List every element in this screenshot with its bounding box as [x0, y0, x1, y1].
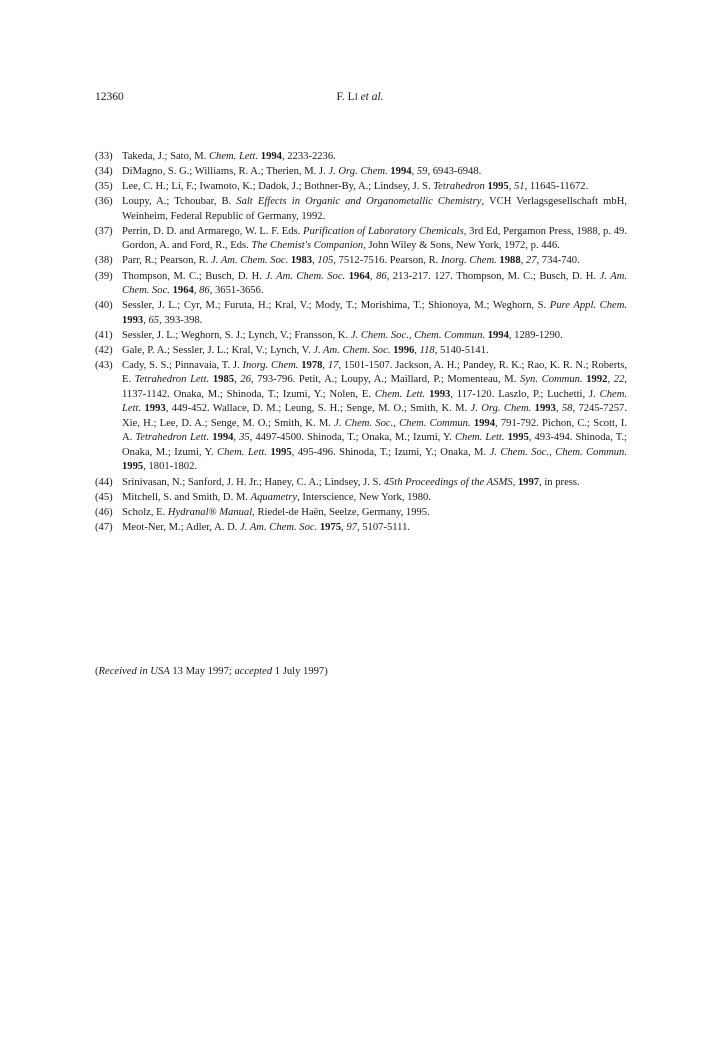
reference-text: 1985	[212, 374, 235, 386]
reference-text: , in press.	[539, 476, 580, 488]
reference-text: J. Org. Chem.	[470, 403, 532, 415]
reference-text: , 791-792. Pichon, C.; Scott, I. A.	[122, 417, 627, 444]
reference-text: , 1137-1142. Onaka, M.; Shinoda, T.; Izumi, Y.; Nolen, E.	[122, 374, 628, 400]
reference-item	[95, 329, 627, 344]
reference-list	[95, 150, 627, 536]
reference-text: Chem. Lett.	[217, 446, 267, 458]
reference-text: J. Am. Chem. Soc.	[240, 521, 318, 533]
reference-text: , 793-796. Petit, A.; Loupy, A.; Maillard, P.; Momenteau, M.	[250, 374, 521, 386]
reference-text: Aquametry	[250, 491, 298, 503]
reference-item	[95, 150, 627, 165]
reference-text: 58	[561, 403, 573, 415]
reference-text: , VCH Verlagsgesellschaft mbH, Weinheim, Federal Republic of Germany, 1992.	[122, 196, 627, 222]
reference-text: , Interscience, New York, 1980.	[297, 491, 431, 503]
reference-text: ,	[143, 314, 149, 326]
reference-text: 1994	[260, 151, 282, 162]
reference-text: , 495-496. Shinoda, T.; Izumi, Y.; Onaka, M.	[291, 446, 490, 458]
reference-text: 1997	[517, 476, 540, 488]
received-note	[95, 665, 328, 679]
reference-text: , 11645-11672.	[524, 181, 589, 193]
reference-text: , 6943-6948.	[427, 166, 482, 178]
reference-text: Syn. Commun.	[520, 374, 583, 386]
reference-text: Scholz, E.	[122, 506, 168, 518]
reference-text: 1983	[290, 255, 313, 267]
reference-text: Tetrahedron Lett.	[135, 432, 210, 444]
accepted-date: 1 July 1997)	[272, 666, 328, 677]
reference-text: , 449-452. Wallace, D. M.; Leung, S. H.; Senge, M. O.; Smith, K. M.	[165, 403, 471, 415]
reference-text: , 1501-1507. Jackson, A. H.; Pandey, R. K.; Rao, K. R. N.; Roberts, E.	[122, 359, 628, 386]
reference-text: J. Chem. Soc., Chem. Commun.	[334, 417, 471, 429]
reference-text: ,	[369, 270, 377, 282]
reference-text: 1994	[487, 329, 509, 341]
reference-text: Mitchell, S. and Smith, D. M.	[122, 491, 251, 503]
received-open: (	[95, 666, 99, 677]
reference-text: Hydranal® Manual	[167, 506, 253, 518]
running-head-author: F. L	[336, 91, 355, 103]
reference-item	[95, 270, 627, 299]
reference-text: 1978	[301, 359, 323, 371]
reference-text: J. Am. Chem. Soc.	[265, 270, 346, 282]
reference-text: Tetrahedron	[433, 181, 485, 193]
reference-text: ,	[414, 344, 420, 356]
reference-text: , 117-120. Laszlo, P.; Luchetti, J.	[450, 388, 600, 400]
reference-text: , 7245-7257. Xie, H.; Lee, D. A.; Senge, M. O.; Smith, K. M.	[122, 403, 627, 429]
reference-text: 1988	[499, 255, 521, 267]
reference-text: 105	[317, 255, 334, 267]
reference-text: 97	[346, 521, 357, 533]
reference-text: 1995	[487, 181, 509, 193]
reference-text: 1995	[270, 446, 292, 458]
reference-text: Chem. Lett.	[454, 432, 505, 444]
page-header	[0, 91, 720, 109]
reference-text: ,	[233, 432, 240, 444]
reference-text: ,	[508, 181, 514, 193]
reference-text: , 4497-4500. Shinoda, T.; Onaka, M.; Izumi, Y.	[249, 432, 455, 444]
reference-text: 86	[376, 270, 387, 282]
reference-text: 1964	[172, 285, 194, 297]
reference-item	[95, 359, 627, 475]
reference-item	[95, 225, 627, 254]
reference-text: Cady, S. S.; Pinnavaia, T. J.	[122, 359, 243, 371]
reference-text: Tetrahedron Lett.	[134, 374, 210, 386]
reference-text: 17	[327, 359, 339, 371]
reference-text: 22	[613, 374, 625, 386]
reference-text: Lee, C. H.; Li, F.; Iwamoto, K.; Dadok, J.; Bothner-By, A.; Lindsey, J. S.	[122, 181, 434, 193]
received-date: 13 May 1997;	[169, 666, 235, 677]
reference-text: DiMagno, S. G.; Williams, R. A.; Therien, M. J.	[122, 166, 329, 178]
reference-text: 1993	[122, 314, 144, 326]
reference-text: Purification of Laboratory Chemicals,	[303, 225, 467, 237]
reference-text: Srinivasan, N.; Sanford, J. H. Jr.; Haney, C. A.; Lindsey, J. S.	[122, 476, 384, 488]
reference-text: Parr, R.; Pearson, R.	[122, 255, 212, 267]
reference-text: 118	[419, 344, 435, 356]
reference-text: Chem. Lett.	[122, 388, 627, 415]
reference-text: 1994	[473, 417, 495, 429]
reference-text: 45th Proceedings of the ASMS	[383, 476, 513, 488]
running-head-author-small: I	[354, 92, 358, 102]
reference-number: (40)	[95, 300, 113, 312]
reference-number: (46)	[95, 506, 113, 518]
reference-item	[95, 254, 627, 269]
reference-text: Loupy, A.; Tchoubar, B.	[122, 196, 237, 208]
reference-text: ,	[411, 166, 417, 178]
reference-text: J. Am. Chem. Soc.	[211, 255, 289, 267]
reference-text: ,	[607, 374, 614, 386]
reference-text: J. Org. Chem.	[328, 166, 388, 178]
reference-text: 86	[199, 285, 210, 297]
reference-text: 1995	[122, 461, 144, 473]
reference-text: ,	[322, 359, 328, 371]
reference-text: Chem. Lett.	[374, 388, 426, 400]
reference-text: 1993	[144, 403, 166, 415]
reference-text: ,	[193, 285, 200, 297]
reference-item	[95, 165, 627, 180]
accepted-label: accepted	[234, 666, 273, 677]
reference-text: Sessler, J. L.; Cyr, M.; Furuta, H.; Kral, V.; Mody, T.; Morishima, T.; Shionoya, M.; Weghorn, S.	[122, 300, 550, 312]
reference-text: 1992	[586, 374, 608, 386]
reference-text: J. Am. Chem. Soc.	[122, 270, 628, 297]
reference-text: J. Chem. Soc., Chem. Commun.	[350, 329, 486, 341]
reference-number: (41)	[95, 329, 113, 341]
reference-text: , Riedel-de Haën, Seelze, Germany, 1995.	[252, 506, 430, 518]
reference-number: (42)	[95, 344, 113, 356]
reference-number: (38)	[95, 255, 113, 267]
reference-text: 27	[525, 255, 537, 267]
reference-text: 1975	[319, 521, 342, 533]
reference-text: The Chemist's Companion,	[251, 240, 366, 252]
reference-item	[95, 506, 627, 521]
reference-text: , 1289-1290.	[508, 329, 563, 341]
reference-text: 1964	[348, 270, 370, 282]
reference-text: Chem. Lett.	[208, 151, 259, 162]
reference-text: , 1801-1802.	[143, 461, 198, 473]
reference-text: ,	[520, 255, 526, 267]
reference-number: (45)	[95, 491, 113, 503]
reference-number: (39)	[95, 270, 113, 282]
reference-text: , 5140-5141.	[434, 344, 489, 356]
reference-number: (47)	[95, 521, 113, 533]
reference-number: (36)	[95, 196, 113, 208]
reference-text: 35	[239, 432, 250, 444]
reference-text: Sessler, J. L.; Weghorn, S. J.; Lynch, V.; Fransson, K.	[122, 329, 351, 341]
reference-text: Salt Effects in Organic and Organometallic Chemistry	[236, 196, 482, 208]
reference-text: 1996	[393, 344, 415, 356]
reference-number: (44)	[95, 476, 113, 488]
reference-text: , 2233-2236.	[281, 151, 336, 162]
reference-text: 51	[514, 181, 525, 193]
reference-text: 59	[416, 166, 428, 178]
reference-text: , 3651-3656.	[209, 285, 264, 297]
reference-text: , 493-494. Shinoda, T.; Onaka, M.; Izumi, Y.	[122, 432, 627, 458]
reference-item	[95, 521, 627, 536]
reference-text: Thompson, M. C.; Busch, D. H.	[122, 270, 266, 282]
reference-text: 1994	[212, 432, 234, 444]
reference-text: J. Chem. Soc., Chem. Commun.	[489, 446, 627, 458]
reference-text: Meot-Ner, M.; Adler, A. D.	[122, 521, 241, 533]
reference-text: Takeda, J.; Sato, M.	[122, 151, 209, 162]
reference-text: Gale, P. A.; Sessler, J. L.; Kral, V.; Lynch, V.	[122, 344, 314, 356]
reference-text: Inorg. Chem.	[242, 359, 299, 371]
reference-text: , 213-217. 127. Thompson, M. C.; Busch, D. H.	[386, 270, 600, 282]
reference-item	[95, 299, 627, 328]
reference-text: Inorg. Chem.	[440, 255, 497, 267]
reference-number: (34)	[95, 166, 113, 178]
reference-text: ,	[234, 374, 241, 386]
reference-text: 1994	[390, 166, 412, 178]
reference-item	[95, 180, 627, 195]
reference-text: ,	[341, 521, 347, 533]
reference-item	[95, 476, 627, 491]
reference-text: ,	[512, 476, 518, 488]
reference-text: 26	[240, 374, 251, 386]
reference-number: (33)	[95, 151, 113, 162]
reference-text: John Wiley & Sons, New York, 1972, p. 446.	[365, 240, 560, 252]
reference-text: ,	[555, 403, 562, 415]
received-label: Received in USA	[98, 666, 170, 677]
reference-text: , 5107-5111.	[356, 521, 411, 533]
reference-text: ,	[312, 255, 318, 267]
reference-text: 65	[148, 314, 160, 326]
reference-text: 1993	[534, 403, 556, 415]
reference-text: 1993	[429, 388, 451, 400]
reference-number: (37)	[95, 225, 113, 237]
reference-text: 3rd Ed, Pergamon Press, 1988, p. 49. Gordon, A. and Ford, R., Eds.	[122, 225, 627, 252]
reference-text: Perrin, D. D. and Armarego, W. L. F. Eds.	[122, 225, 304, 237]
reference-text: 1995	[507, 432, 529, 444]
reference-text: , 393-398.	[159, 314, 203, 326]
reference-item	[95, 491, 627, 506]
reference-text: J. Am. Chem. Soc.	[313, 344, 391, 356]
page-number: 12360	[95, 91, 124, 103]
reference-text: , 734-740.	[536, 255, 580, 267]
running-head-etal: et al.	[360, 91, 384, 103]
reference-number: (43)	[95, 359, 113, 371]
running-head	[0, 91, 720, 103]
reference-text: Pure Appl. Chem.	[549, 300, 627, 312]
reference-item	[95, 195, 627, 224]
reference-text: , 7512-7516. Pearson, R.	[333, 255, 441, 267]
reference-number: (35)	[95, 181, 113, 193]
reference-item	[95, 344, 627, 359]
